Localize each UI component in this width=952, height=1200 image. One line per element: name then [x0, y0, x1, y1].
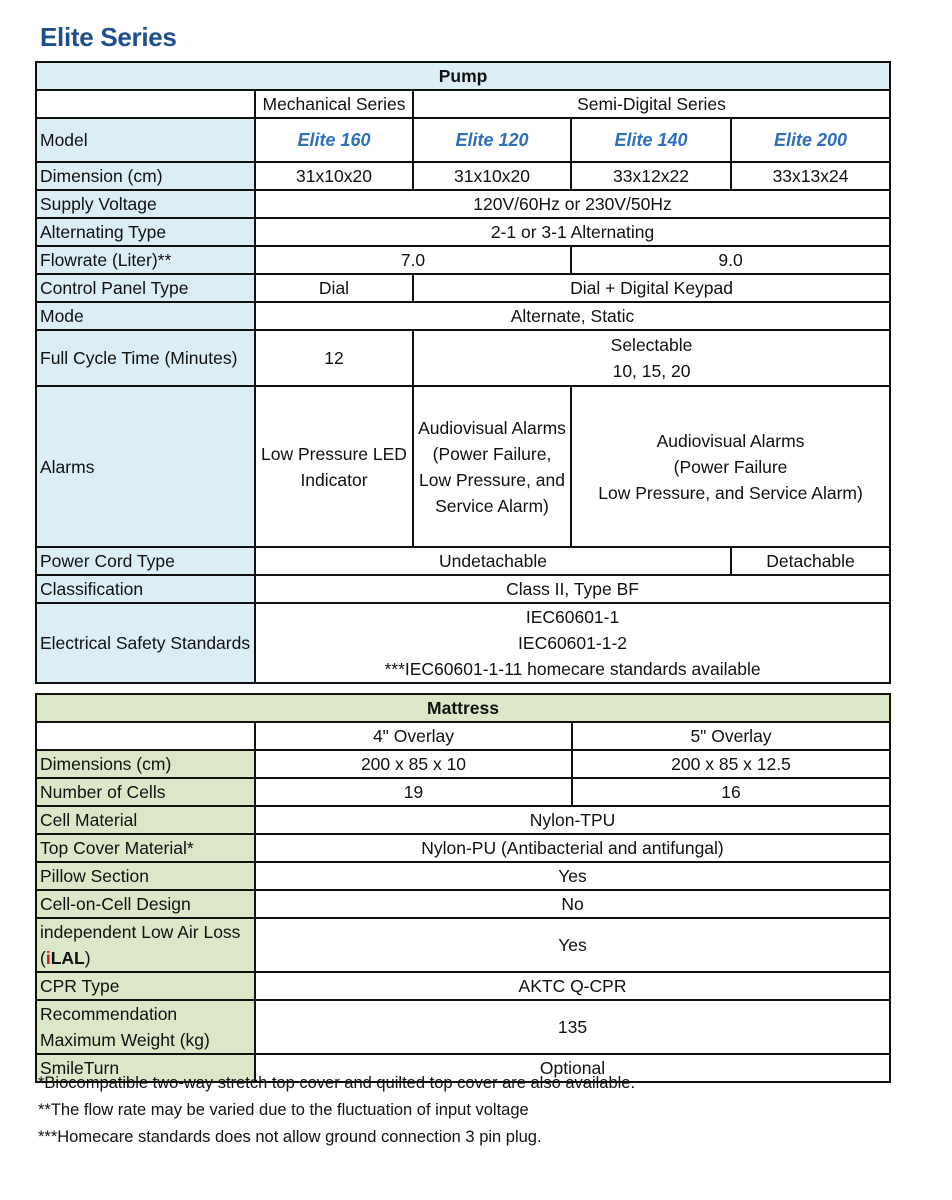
alarm-line: Audiovisual Alarms	[418, 417, 566, 438]
cpr-row	[36, 972, 890, 1000]
series-row	[36, 90, 890, 118]
mattress-dimensions-row	[36, 750, 890, 778]
cell-on-cell-label: Cell-on-Cell Design	[36, 890, 255, 918]
max-weight-value: 135	[255, 1000, 890, 1054]
overlay-5-label: 5" Overlay	[572, 722, 890, 750]
safety-row	[36, 603, 890, 683]
cells-value: 16	[572, 778, 890, 806]
ilal-close-paren: )	[84, 948, 91, 968]
power-cord-value: Undetachable	[255, 547, 731, 575]
alarm-line: (Power Failure	[673, 456, 788, 477]
full-cycle-line: Selectable	[610, 335, 693, 355]
top-cover-label: Top Cover Material*	[36, 834, 255, 862]
ilal-acronym-text: LAL	[50, 948, 85, 968]
alarms-elite-120	[413, 386, 571, 547]
pillow-label: Pillow Section	[36, 862, 255, 890]
model-row	[36, 118, 890, 162]
ilal-label	[36, 918, 255, 972]
alarms-mechanical	[255, 386, 413, 547]
footnote: *Biocompatible two-way stretch top cover and quilted top cover are also available.	[38, 1074, 636, 1092]
pump-header-row	[36, 62, 890, 90]
alarm-line: (Power Failure,	[432, 443, 552, 464]
alarm-line: Low Pressure, and	[419, 469, 565, 490]
mattress-header-row	[36, 694, 890, 722]
flowrate-value: 7.0	[255, 246, 571, 274]
page-title: Elite Series	[40, 22, 177, 52]
top-cover-value: Nylon-PU (Antibacterial and antifungal)	[255, 834, 890, 862]
cpr-value: AKTC Q-CPR	[255, 972, 890, 1000]
mattress-header: Mattress	[36, 694, 890, 722]
alternating-type-label: Alternating Type	[36, 218, 255, 246]
alternating-type-row	[36, 218, 890, 246]
dimension-value: 33x12x22	[571, 162, 731, 190]
overlay-blank-cell	[36, 722, 255, 750]
pillow-row	[36, 862, 890, 890]
safety-line: ***IEC60601-1-11 homecare standards available	[384, 659, 761, 679]
flowrate-value: 9.0	[571, 246, 890, 274]
alarm-line: Low Pressure LED	[261, 443, 407, 464]
supply-voltage-value: 120V/60Hz or 230V/50Hz	[255, 190, 890, 218]
top-cover-row	[36, 834, 890, 862]
max-weight-label-line: Maximum Weight (kg)	[40, 1030, 210, 1050]
ilal-label-line: independent Low Air Loss	[40, 922, 241, 942]
cells-value: 19	[255, 778, 572, 806]
alarms-elite-140-200	[571, 386, 890, 547]
mattress-dimensions-label: Dimensions (cm)	[36, 750, 255, 778]
ilal-label-acronym	[40, 945, 251, 971]
ilal-value: Yes	[255, 918, 890, 972]
series-blank-cell	[36, 90, 255, 118]
full-cycle-semi-digital	[413, 330, 890, 386]
alarm-line: Low Pressure, and Service Alarm)	[598, 482, 863, 503]
safety-label: Electrical Safety Standards	[36, 603, 255, 683]
footnotes	[38, 1070, 635, 1151]
pump-header: Pump	[36, 62, 890, 90]
dimension-value: 31x10x20	[255, 162, 413, 190]
model-elite-120: Elite 120	[413, 118, 571, 162]
power-cord-value: Detachable	[731, 547, 890, 575]
pump-spec-table	[35, 61, 891, 684]
mode-value: Alternate, Static	[255, 302, 890, 330]
safety-value	[255, 603, 890, 683]
control-panel-label: Control Panel Type	[36, 274, 255, 302]
ilal-i-letter: i	[45, 948, 51, 968]
cell-on-cell-row	[36, 890, 890, 918]
model-elite-200: Elite 200	[731, 118, 890, 162]
flowrate-row	[36, 246, 890, 274]
dimension-row	[36, 162, 890, 190]
full-cycle-label: Full Cycle Time (Minutes)	[36, 330, 255, 386]
smileturn-label: SmileTurn	[36, 1054, 255, 1082]
model-elite-160: Elite 160	[255, 118, 413, 162]
footnote: **The flow rate may be varied due to the fluctuation of input voltage	[38, 1101, 529, 1119]
alternating-type-value: 2-1 or 3-1 Alternating	[255, 218, 890, 246]
alarms-row	[36, 386, 890, 547]
mode-row	[36, 302, 890, 330]
alarm-line: Audiovisual Alarms	[656, 430, 805, 451]
pillow-value: Yes	[255, 862, 890, 890]
max-weight-label	[36, 1000, 255, 1054]
model-elite-140: Elite 140	[571, 118, 731, 162]
control-panel-row	[36, 274, 890, 302]
classification-label: Classification	[36, 575, 255, 603]
full-cycle-line: 10, 15, 20	[612, 361, 691, 381]
overlay-4-label: 4" Overlay	[255, 722, 572, 750]
cells-label: Number of Cells	[36, 778, 255, 806]
mattress-dimensions-value: 200 x 85 x 12.5	[572, 750, 890, 778]
ilal-row	[36, 918, 890, 972]
max-weight-label-line: Recommendation	[40, 1004, 178, 1024]
cell-material-label: Cell Material	[36, 806, 255, 834]
classification-value: Class II, Type BF	[255, 575, 890, 603]
safety-line: IEC60601-1	[525, 607, 620, 627]
full-cycle-row	[36, 330, 890, 386]
mode-label: Mode	[36, 302, 255, 330]
control-panel-value: Dial	[255, 274, 413, 302]
full-cycle-mechanical: 12	[255, 330, 413, 386]
dimension-value: 33x13x24	[731, 162, 890, 190]
mattress-spec-table	[35, 693, 891, 1083]
mattress-dimensions-value: 200 x 85 x 10	[255, 750, 572, 778]
model-label: Model	[36, 118, 255, 162]
control-panel-value: Dial + Digital Keypad	[413, 274, 890, 302]
smileturn-value: Optional	[255, 1054, 890, 1082]
safety-line: IEC60601-1-2	[518, 633, 628, 653]
cell-on-cell-value: No	[255, 890, 890, 918]
dimension-value: 31x10x20	[413, 162, 571, 190]
footnote: ***Homecare standards does not allow ground connection 3 pin plug.	[38, 1128, 542, 1146]
ilal-open-paren: (	[40, 948, 46, 968]
max-weight-row	[36, 1000, 890, 1054]
overlay-row	[36, 722, 890, 750]
mechanical-series-label: Mechanical Series	[255, 90, 413, 118]
semi-digital-series-label: Semi-Digital Series	[413, 90, 890, 118]
cells-row	[36, 778, 890, 806]
alarms-label: Alarms	[36, 386, 255, 547]
classification-row	[36, 575, 890, 603]
alarm-line: Service Alarm)	[435, 495, 549, 516]
supply-voltage-row	[36, 190, 890, 218]
supply-voltage-label: Supply Voltage	[36, 190, 255, 218]
power-cord-label: Power Cord Type	[36, 547, 255, 575]
power-cord-row	[36, 547, 890, 575]
cell-material-value: Nylon-TPU	[255, 806, 890, 834]
dimension-label: Dimension (cm)	[36, 162, 255, 190]
alarm-line: Indicator	[300, 469, 368, 490]
cell-material-row	[36, 806, 890, 834]
cpr-label: CPR Type	[36, 972, 255, 1000]
flowrate-label: Flowrate (Liter)**	[36, 246, 255, 274]
